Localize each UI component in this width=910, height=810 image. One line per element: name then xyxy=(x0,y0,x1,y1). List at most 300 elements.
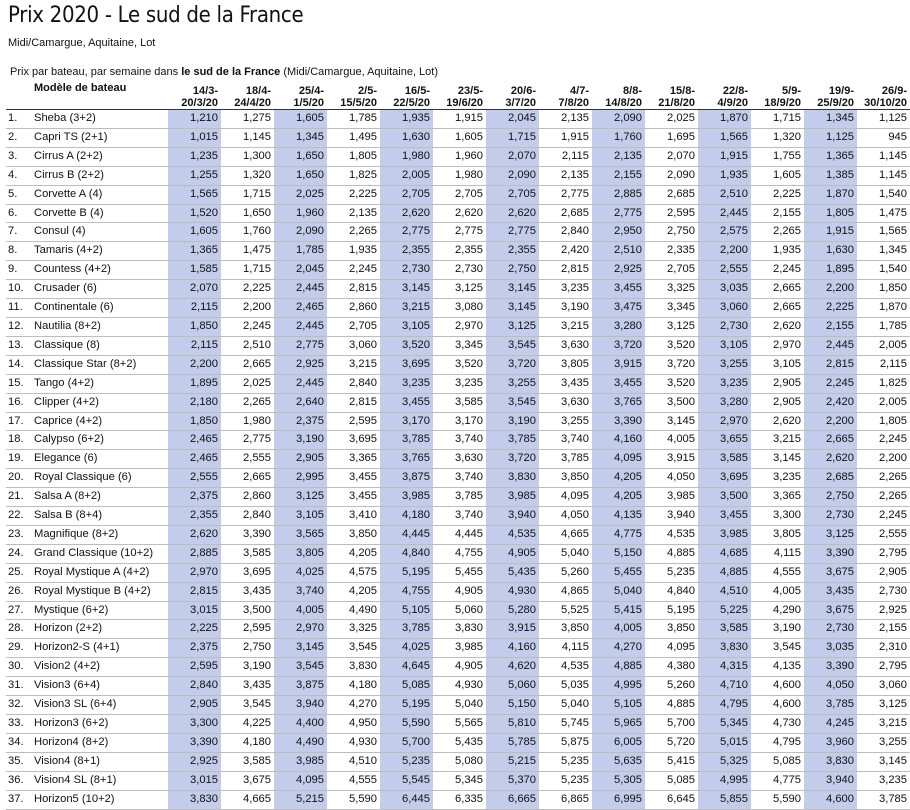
price-cell: 4,905 xyxy=(455,660,483,673)
price-cell: 1,915 xyxy=(561,130,589,143)
price-cell: 5,040 xyxy=(592,582,645,601)
price-cell: 4,400 xyxy=(274,715,327,734)
row-number: 32. xyxy=(8,698,24,711)
price-cell: 5,040 xyxy=(561,546,589,559)
header-period xyxy=(857,80,910,110)
price-cell: 2,510 xyxy=(698,185,751,204)
price-cell: 5,105 xyxy=(592,696,645,715)
price-cell: 1,345 xyxy=(804,110,857,129)
price-cell: 3,960 xyxy=(804,733,857,752)
price-cell: 2,775 xyxy=(274,336,327,355)
price-cell: 2,225 xyxy=(243,282,271,295)
price-cell: 2,595 xyxy=(667,206,695,219)
row-number: 22. xyxy=(8,509,24,522)
period-start: 14/3- xyxy=(192,85,218,97)
price-cell: 5,565 xyxy=(455,717,483,729)
price-cell: 3,390 xyxy=(804,658,857,677)
period-end: 14/8/20 xyxy=(605,97,642,109)
header-period xyxy=(539,80,592,110)
price-cell: 1,345 xyxy=(274,128,327,147)
header-period xyxy=(486,80,539,110)
header-model: Modèle de bateau xyxy=(34,82,127,94)
period-end: 15/5/20 xyxy=(340,97,377,109)
price-cell: 2,355 xyxy=(168,507,221,526)
price-cell: 1,935 xyxy=(349,244,377,257)
price-cell: 1,605 xyxy=(773,168,801,181)
price-cell: 3,805 xyxy=(274,544,327,563)
price-cell: 3,545 xyxy=(274,658,327,677)
price-cell: 1,650 xyxy=(274,166,327,185)
price-cell: 2,750 xyxy=(243,641,271,654)
boat-model: Grand Classique (10+2) xyxy=(34,546,154,559)
table-row xyxy=(6,355,910,374)
price-cell: 4,510 xyxy=(349,754,377,767)
row-number: 26. xyxy=(8,584,24,597)
price-cell: 3,255 xyxy=(879,735,907,748)
row-number: 18. xyxy=(8,433,24,446)
price-cell: 4,160 xyxy=(592,431,645,450)
price-cell: 2,750 xyxy=(486,261,539,280)
price-cell: 2,665 xyxy=(243,357,271,370)
price-cell: 2,045 xyxy=(486,110,539,129)
price-cell: 3,235 xyxy=(380,374,433,393)
price-cell: 4,865 xyxy=(561,584,589,597)
table-row xyxy=(6,185,910,204)
price-cell: 2,840 xyxy=(243,509,271,522)
price-cell: 2,970 xyxy=(168,563,221,582)
price-cell: 2,265 xyxy=(773,225,801,238)
row-number: 3. xyxy=(8,149,18,162)
price-cell: 3,785 xyxy=(879,792,907,805)
price-cell: 2,445 xyxy=(804,336,857,355)
price-cell: 3,105 xyxy=(380,317,433,336)
price-cell: 3,720 xyxy=(592,336,645,355)
price-cell: 1,935 xyxy=(773,244,801,257)
table-row xyxy=(6,412,910,431)
boat-model: Royal Mystique B (4+2) xyxy=(34,584,151,597)
price-cell: 1,540 xyxy=(879,263,907,276)
price-cell: 2,640 xyxy=(274,393,327,412)
table-row xyxy=(6,488,910,507)
price-cell: 3,785 xyxy=(455,490,483,503)
price-cell: 1,565 xyxy=(168,185,221,204)
price-cell: 3,190 xyxy=(274,431,327,450)
price-cell: 3,675 xyxy=(243,773,271,786)
table-row xyxy=(6,431,910,450)
period-end: 22/5/20 xyxy=(393,97,430,109)
price-cell: 4,135 xyxy=(592,507,645,526)
price-cell: 2,685 xyxy=(561,206,589,219)
price-cell: 3,785 xyxy=(561,452,589,465)
price-cell: 1,650 xyxy=(274,147,327,166)
price-cell: 2,925 xyxy=(168,752,221,771)
price-cell: 1,630 xyxy=(380,128,433,147)
table-row xyxy=(6,317,910,336)
price-cell: 2,620 xyxy=(773,414,801,427)
price-cell: 3,145 xyxy=(274,639,327,658)
price-cell: 1,605 xyxy=(455,130,483,143)
price-cell: 4,885 xyxy=(667,546,695,559)
row-number: 23. xyxy=(8,527,24,540)
price-cell: 3,455 xyxy=(349,490,377,503)
price-cell: 2,905 xyxy=(773,395,801,408)
price-cell: 3,145 xyxy=(486,280,539,299)
price-cell: 2,970 xyxy=(455,319,483,332)
price-cell: 2,245 xyxy=(773,263,801,276)
price-cell: 2,620 xyxy=(804,450,857,469)
price-cell: 3,365 xyxy=(773,490,801,503)
header-period xyxy=(380,80,433,110)
price-cell: 3,125 xyxy=(879,698,907,711)
price-cell: 4,005 xyxy=(667,433,695,446)
price-cell: 4,995 xyxy=(592,677,645,696)
boat-model: Nautilia (8+2) xyxy=(34,319,101,332)
period-start: 4/7- xyxy=(570,85,589,97)
boat-model: Salsa A (8+2) xyxy=(34,490,101,503)
price-cell: 1,365 xyxy=(168,242,221,261)
price-cell: 4,115 xyxy=(561,641,589,654)
price-cell: 2,730 xyxy=(804,507,857,526)
price-cell: 3,060 xyxy=(879,679,907,692)
price-cell: 3,255 xyxy=(698,355,751,374)
price-cell: 2,180 xyxy=(168,393,221,412)
table-row xyxy=(6,147,910,166)
row-number: 34. xyxy=(8,735,24,748)
price-cell: 2,750 xyxy=(804,488,857,507)
price-cell: 5,305 xyxy=(592,771,645,790)
row-number: 7. xyxy=(8,225,18,238)
price-cell: 3,830 xyxy=(804,752,857,771)
price-cell: 1,850 xyxy=(879,282,907,295)
price-cell: 3,830 xyxy=(455,622,483,635)
table-row xyxy=(6,299,910,318)
boat-model: Vision2 (4+2) xyxy=(34,660,101,673)
price-cell: 2,265 xyxy=(879,490,907,503)
table-row xyxy=(6,544,910,563)
price-cell: 4,205 xyxy=(349,584,377,597)
price-cell: 1,805 xyxy=(349,149,377,162)
price-cell: 2,840 xyxy=(561,225,589,238)
price-cell: 4,950 xyxy=(349,717,377,729)
price-cell: 1,125 xyxy=(879,112,907,124)
price-cell: 3,720 xyxy=(667,357,695,370)
price-cell: 4,905 xyxy=(455,584,483,597)
price-cell: 2,905 xyxy=(168,696,221,715)
price-cell: 5,035 xyxy=(561,679,589,692)
price-cell: 2,685 xyxy=(667,187,695,200)
price-cell: 1,870 xyxy=(804,185,857,204)
price-cell: 1,585 xyxy=(168,261,221,280)
price-cell: 3,455 xyxy=(592,280,645,299)
row-number: 13. xyxy=(8,338,24,351)
row-number: 2. xyxy=(8,130,18,143)
price-cell: 1,385 xyxy=(804,166,857,185)
price-cell: 3,215 xyxy=(773,433,801,446)
price-cell: 5,260 xyxy=(561,565,589,578)
row-number: 17. xyxy=(8,414,24,427)
price-cell: 1,755 xyxy=(773,149,801,162)
price-cell: 1,760 xyxy=(592,128,645,147)
price-cell: 4,755 xyxy=(380,582,433,601)
price-cell: 4,270 xyxy=(592,639,645,658)
price-cell: 4,775 xyxy=(773,773,801,786)
header-period xyxy=(433,80,486,110)
row-number: 10. xyxy=(8,282,24,295)
price-cell: 1,715 xyxy=(773,112,801,124)
price-cell: 4,555 xyxy=(349,773,377,786)
price-cell: 1,565 xyxy=(879,225,907,238)
price-cell: 2,775 xyxy=(486,223,539,242)
header-period xyxy=(274,80,327,110)
row-number: 35. xyxy=(8,754,24,767)
price-cell: 3,280 xyxy=(592,317,645,336)
price-cell: 5,700 xyxy=(667,717,695,729)
header-period xyxy=(327,80,380,110)
price-cell: 2,465 xyxy=(274,299,327,318)
price-cell: 1,785 xyxy=(274,242,327,261)
price-cell: 2,970 xyxy=(274,620,327,639)
period-start: 26/9- xyxy=(881,85,907,97)
price-cell: 3,235 xyxy=(698,374,751,393)
price-cell: 2,775 xyxy=(243,433,271,446)
price-cell: 3,145 xyxy=(486,299,539,318)
price-cell: 6,865 xyxy=(561,792,589,805)
row-number: 11. xyxy=(8,301,23,314)
price-cell: 1,210 xyxy=(168,110,221,129)
table-row xyxy=(6,336,910,355)
price-cell: 1,825 xyxy=(349,168,377,181)
price-cell: 2,555 xyxy=(698,261,751,280)
price-cell: 2,775 xyxy=(561,187,589,200)
row-number: 9. xyxy=(8,263,18,276)
price-cell: 3,985 xyxy=(274,752,327,771)
price-cell: 3,915 xyxy=(486,620,539,639)
price-cell: 4,600 xyxy=(773,679,801,692)
price-cell: 3,390 xyxy=(804,544,857,563)
boat-model: Salsa B (8+4) xyxy=(34,509,103,522)
period-start: 2/5- xyxy=(358,85,377,97)
price-cell: 1,960 xyxy=(274,204,327,223)
price-cell: 3,830 xyxy=(349,660,377,673)
price-cell: 3,215 xyxy=(380,299,433,318)
price-cell: 5,635 xyxy=(592,752,645,771)
price-cell: 3,940 xyxy=(667,509,695,522)
price-cell: 4,755 xyxy=(455,546,483,559)
period-start: 5/9- xyxy=(782,85,801,97)
price-cell: 3,695 xyxy=(349,433,377,446)
table-row xyxy=(6,771,910,790)
price-cell: 3,585 xyxy=(455,395,483,408)
price-cell: 5,150 xyxy=(486,696,539,715)
boat-model: Continentale (6) xyxy=(34,301,114,314)
period-start: 18/4- xyxy=(245,85,271,97)
table-row xyxy=(6,166,910,185)
price-cell: 5,215 xyxy=(274,790,327,809)
price-cell: 2,005 xyxy=(879,338,907,351)
price-cell: 4,050 xyxy=(804,677,857,696)
price-cell: 945 xyxy=(888,130,907,143)
price-cell: 5,085 xyxy=(773,754,801,767)
price-cell: 3,455 xyxy=(698,507,751,526)
row-number: 25. xyxy=(8,565,24,578)
price-cell: 1,145 xyxy=(243,130,271,143)
price-cell: 2,595 xyxy=(168,658,221,677)
price-cell: 5,080 xyxy=(455,754,483,767)
price-cell: 4,620 xyxy=(486,658,539,677)
price-cell: 2,155 xyxy=(592,166,645,185)
price-cell: 4,095 xyxy=(592,450,645,469)
price-cell: 2,730 xyxy=(380,261,433,280)
price-cell: 5,225 xyxy=(698,601,751,620)
price-cell: 2,265 xyxy=(879,471,907,484)
price-cell: 1,785 xyxy=(349,112,377,124)
price-cell: 5,235 xyxy=(561,773,589,786)
price-cell: 2,070 xyxy=(168,280,221,299)
price-cell: 2,445 xyxy=(274,374,327,393)
table-row xyxy=(6,280,910,299)
price-cell: 4,005 xyxy=(592,620,645,639)
row-number: 36. xyxy=(8,773,24,786)
price-cell: 5,590 xyxy=(349,792,377,805)
price-cell: 5,215 xyxy=(486,752,539,771)
table-row xyxy=(6,128,910,147)
table-row xyxy=(6,242,910,261)
price-cell: 3,455 xyxy=(592,374,645,393)
price-cell: 2,445 xyxy=(274,317,327,336)
price-cell: 3,875 xyxy=(274,677,327,696)
price-cell: 4,930 xyxy=(486,582,539,601)
price-cell: 2,445 xyxy=(274,280,327,299)
price-cell: 1,960 xyxy=(455,149,483,162)
row-number: 28. xyxy=(8,622,24,635)
price-cell: 5,435 xyxy=(455,735,483,748)
price-cell: 3,035 xyxy=(804,639,857,658)
price-cell: 5,455 xyxy=(455,565,483,578)
price-cell: 4,205 xyxy=(592,488,645,507)
price-cell: 4,885 xyxy=(667,698,695,711)
price-cell: 3,190 xyxy=(486,412,539,431)
row-number: 6. xyxy=(8,206,18,219)
price-cell: 3,630 xyxy=(455,452,483,465)
price-cell: 5,435 xyxy=(486,563,539,582)
price-cell: 4,685 xyxy=(698,544,751,563)
price-cell: 2,135 xyxy=(561,168,589,181)
table-row xyxy=(6,563,910,582)
price-cell: 1,850 xyxy=(168,412,221,431)
price-cell: 3,080 xyxy=(455,301,483,314)
price-cell: 3,255 xyxy=(561,414,589,427)
period-end: 20/3/20 xyxy=(181,97,218,109)
price-cell: 3,805 xyxy=(561,357,589,370)
row-number: 5. xyxy=(8,187,18,200)
price-cell: 3,675 xyxy=(804,601,857,620)
price-cell: 3,500 xyxy=(243,603,271,616)
price-cell: 3,435 xyxy=(243,679,271,692)
period-start: 8/8- xyxy=(623,85,642,97)
price-cell: 2,245 xyxy=(879,509,907,522)
price-cell: 2,225 xyxy=(773,187,801,200)
period-start: 25/4- xyxy=(298,85,324,97)
price-cell: 3,125 xyxy=(667,319,695,332)
price-cell: 6,665 xyxy=(486,790,539,809)
row-number: 12. xyxy=(8,319,24,332)
period-start: 15/8- xyxy=(669,85,695,97)
price-cell: 3,125 xyxy=(804,525,857,544)
price-cell: 3,215 xyxy=(561,319,589,332)
price-cell: 5,700 xyxy=(380,733,433,752)
period-start: 20/6- xyxy=(510,85,536,97)
price-cell: 1,145 xyxy=(879,168,907,181)
price-cell: 5,745 xyxy=(561,717,589,729)
price-cell: 1,980 xyxy=(243,414,271,427)
price-cell: 2,070 xyxy=(667,149,695,162)
price-cell: 3,720 xyxy=(486,450,539,469)
price-cell: 4,555 xyxy=(773,565,801,578)
price-cell: 2,335 xyxy=(667,244,695,257)
price-cell: 4,115 xyxy=(773,546,801,559)
price-cell: 2,225 xyxy=(804,299,857,318)
table-row xyxy=(6,223,910,242)
price-cell: 3,565 xyxy=(274,525,327,544)
period-start: 19/9- xyxy=(828,85,854,97)
price-cell: 2,620 xyxy=(486,204,539,223)
price-cell: 5,015 xyxy=(698,733,751,752)
boat-model: Horizon3 (6+2) xyxy=(34,717,109,729)
price-cell: 2,025 xyxy=(667,112,695,124)
table-row xyxy=(6,450,910,469)
price-cell: 3,435 xyxy=(804,582,857,601)
price-cell: 2,090 xyxy=(274,223,327,242)
price-cell: 1,630 xyxy=(804,242,857,261)
boat-model: Classique Star (8+2) xyxy=(34,357,137,370)
table-row xyxy=(6,110,910,129)
price-cell: 4,535 xyxy=(486,525,539,544)
price-cell: 2,005 xyxy=(380,166,433,185)
price-cell: 1,915 xyxy=(455,112,483,124)
price-cell: 3,545 xyxy=(243,698,271,711)
price-cell: 4,840 xyxy=(380,544,433,563)
price-cell: 3,015 xyxy=(168,771,221,790)
period-end: 4/9/20 xyxy=(717,97,748,109)
price-cell: 2,730 xyxy=(879,584,907,597)
price-cell: 4,840 xyxy=(667,584,695,597)
table-row xyxy=(6,620,910,639)
price-cell: 3,585 xyxy=(243,754,271,767)
price-cell: 2,905 xyxy=(274,450,327,469)
price-cell: 1,785 xyxy=(879,319,907,332)
price-cell: 2,925 xyxy=(879,603,907,616)
price-cell: 1,935 xyxy=(380,110,433,129)
price-cell: 2,815 xyxy=(349,282,377,295)
price-cell: 4,025 xyxy=(380,639,433,658)
price-cell: 4,795 xyxy=(698,696,751,715)
period-end: 3/7/20 xyxy=(505,97,536,109)
price-cell: 2,245 xyxy=(804,374,857,393)
price-cell: 2,995 xyxy=(274,469,327,488)
price-cell: 5,875 xyxy=(561,735,589,748)
price-cell: 2,225 xyxy=(349,187,377,200)
price-cell: 3,390 xyxy=(243,527,271,540)
price-cell: 4,930 xyxy=(455,679,483,692)
price-cell: 2,970 xyxy=(773,338,801,351)
price-cell: 3,940 xyxy=(804,771,857,790)
price-cell: 3,105 xyxy=(773,357,801,370)
page-title: Prix 2020 - Le sud de la France xyxy=(8,3,304,28)
boat-model: Magnifique (8+2) xyxy=(34,527,119,540)
price-cell: 6,995 xyxy=(592,790,645,809)
price-cell: 3,215 xyxy=(349,357,377,370)
price-cell: 3,785 xyxy=(380,431,433,450)
